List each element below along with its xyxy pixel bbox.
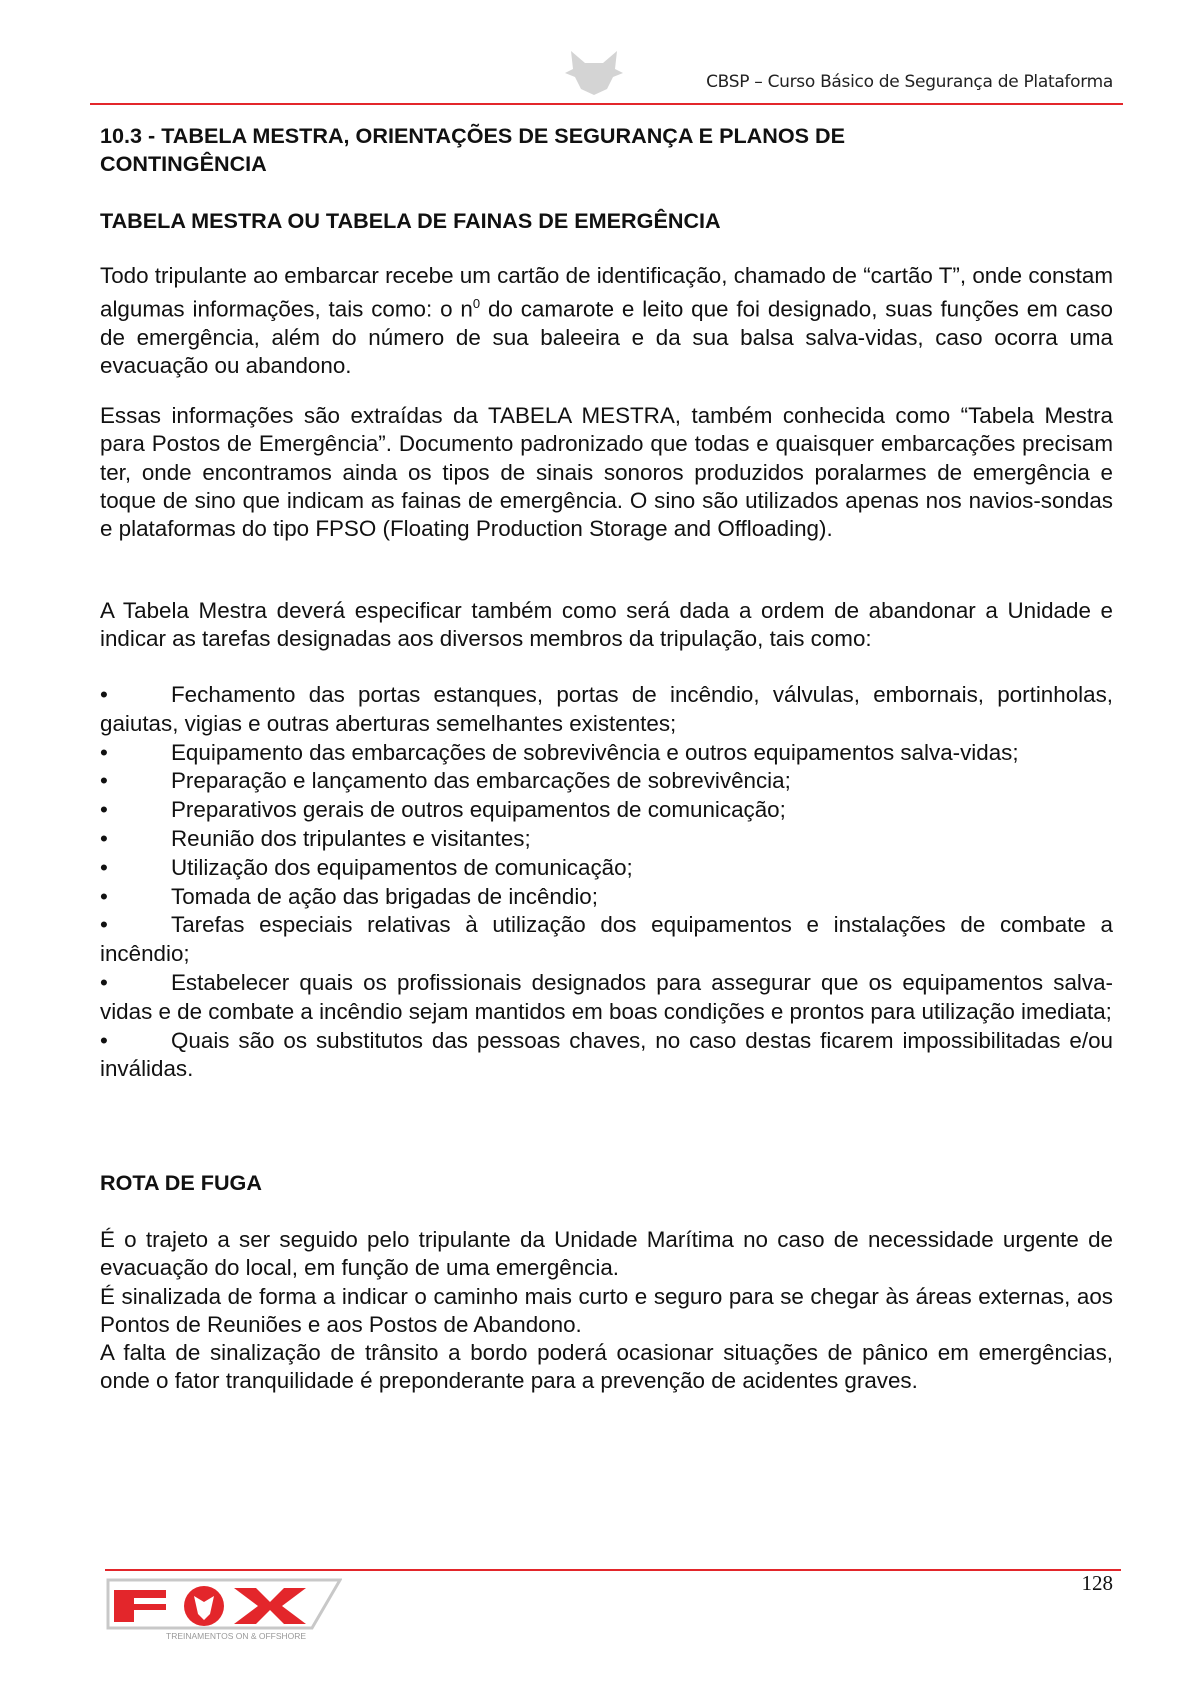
- paragraph-rota-3: A falta de sinalização de trânsito a bordo poderá ocasionar situações de pânico em emergências, onde o fator tranquilidade é preponderante para a prevenção de acidentes graves.: [100, 1340, 1113, 1394]
- header-rule: [90, 103, 1123, 105]
- paragraph-rota-1: É o trajeto a ser seguido pelo tripulante da Unidade Marítima no caso de necessidade urgente de evacuação do local, em função de uma emergência.: [100, 1227, 1113, 1281]
- list-item: [100, 739, 1113, 768]
- list-item-text: Preparativos gerais de outros equipamentos de comunicação;: [171, 797, 786, 823]
- p1-text-b: do camarote e leito que foi designado, suas funções em caso de emergência, além do número de sua baleeira e da sua balsa salva-vidas, caso ocorra uma evacuação ou abandono.: [100, 296, 1113, 379]
- subtitle-rota-de-fuga: ROTA DE FUGA: [100, 1170, 262, 1195]
- logo-tagline: TREINAMENTOS ON & OFFSHORE: [166, 1631, 307, 1641]
- paragraph-tabela-mestra: Essas informações são extraídas da TABELA MESTRA, também conhecida como “Tabela Mestra para Postos de Emergência”. Documento padronizado que todas e quaisquer embarcações precisam ter, onde encontramos ainda os tipos de sinais sonoros produzidos poralarmes de emergência e toque de sino que indicam as fainas de emergência. O sino são utilizados apenas nos navios-sondas e plataformas do tipo FPSO (Floating Production Storage and Offloading).: [100, 403, 1113, 542]
- list-item-text: Tomada de ação das brigadas de incêndio;: [171, 883, 598, 909]
- p1-superscript: 0: [472, 296, 481, 312]
- header-title: CBSP – Curso Básico de Segurança de Plataforma: [706, 72, 1113, 92]
- task-list: [100, 681, 1113, 1084]
- list-item: [100, 854, 1113, 883]
- list-item: [100, 1027, 1113, 1085]
- paragraph-tarefas: A Tabela Mestra deverá especificar também como será dada a ordem de abandonar a Unidade e indicar as tarefas designadas aos diversos membros da tripulação, tais como:: [100, 598, 1113, 652]
- list-item-text: Tarefas especiais relativas à utilização dos equipamentos e instalações de combate a incêndio;: [100, 912, 1113, 967]
- bullet-icon: •: [100, 1027, 108, 1053]
- section-title-line: 10.3 - TABELA MESTRA, ORIENTAÇÕES DE SEGURANÇA E PLANOS DE: [100, 123, 846, 148]
- fox-watermark-icon: [563, 49, 625, 95]
- bullet-icon: •: [100, 682, 108, 707]
- bullet-icon: •: [100, 825, 108, 851]
- list-item: [100, 681, 1113, 739]
- page-number: 128: [1081, 1571, 1113, 1595]
- list-item-text: Quais são os substitutos das pessoas chaves, no caso destas ficarem impossibilitadas e/ou inválidas.: [100, 1027, 1113, 1082]
- bullet-icon: •: [100, 883, 108, 909]
- list-item-text: Preparação e lançamento das embarcações de sobrevivência;: [171, 768, 791, 794]
- footer-rule: [105, 1569, 1121, 1571]
- rota-de-fuga-text: [100, 1226, 1113, 1396]
- list-item-text: Utilização dos equipamentos de comunicação;: [171, 854, 633, 880]
- bullet-icon: •: [100, 768, 108, 794]
- section-title-line: CONTINGÊNCIA: [100, 151, 267, 176]
- list-item: [100, 969, 1113, 1027]
- list-item: [100, 911, 1113, 969]
- paragraph-cartao-t: [100, 262, 1113, 381]
- list-item: [100, 767, 1113, 796]
- bullet-icon: •: [100, 969, 108, 995]
- list-item-text: Estabelecer quais os profissionais designados para assegurar que os equipamentos salva-vidas e de combate a incêndio sejam mantidos em boas condições e prontos para utilização imediata;: [100, 969, 1113, 1024]
- subtitle-tabela-mestra: TABELA MESTRA OU TABELA DE FAINAS DE EMERGÊNCIA: [100, 208, 721, 233]
- p1-text-a: Todo tripulante ao embarcar recebe um cartão de identificação, chamado de “cartão T”, onde constam algumas informações, tais como: o n: [100, 263, 1113, 322]
- list-item: [100, 883, 1113, 912]
- list-item-text: Fechamento das portas estanques, portas de incêndio, válvulas, embornais, portinholas, gaiutas, vigias e outras aberturas semelhantes existentes;: [100, 682, 1113, 736]
- paragraph-rota-2: É sinalizada de forma a indicar o caminho mais curto e seguro para se chegar às áreas externas, aos Pontos de Reuniões e aos Postos de Abandono.: [100, 1283, 1113, 1337]
- list-item-text: Equipamento das embarcações de sobrevivência e outros equipamentos salva-vidas;: [171, 739, 1019, 765]
- fox-logo: [106, 1576, 342, 1642]
- bullet-icon: •: [100, 797, 108, 823]
- list-item: [100, 796, 1113, 825]
- bullet-icon: •: [100, 739, 108, 765]
- list-item: [100, 825, 1113, 854]
- list-item-text: Reunião dos tripulantes e visitantes;: [171, 825, 531, 851]
- bullet-icon: •: [100, 854, 108, 880]
- bullet-icon: •: [100, 912, 108, 938]
- section-title: [100, 122, 1113, 178]
